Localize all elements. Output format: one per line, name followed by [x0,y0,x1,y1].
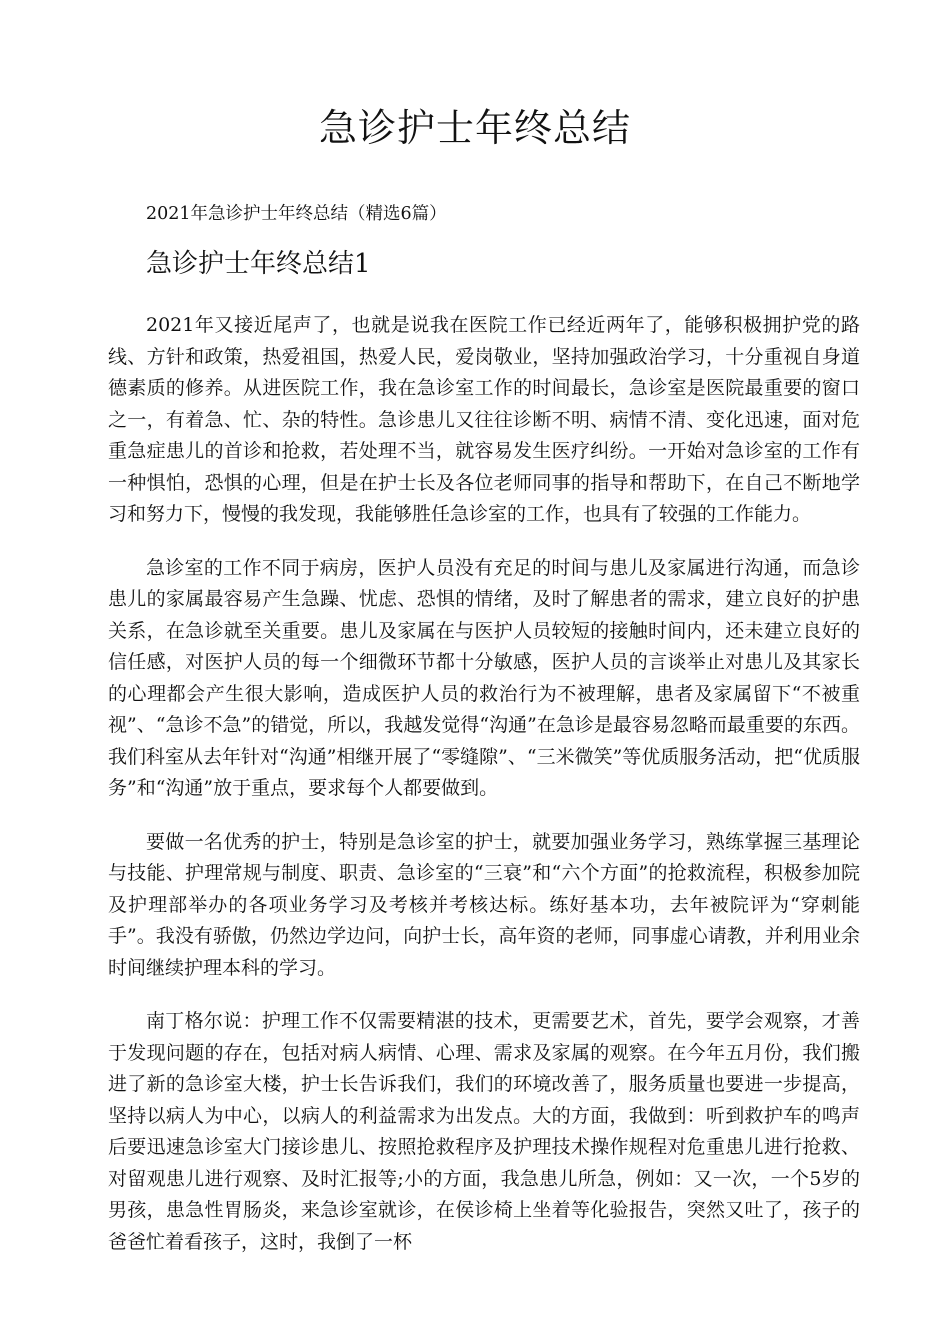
document-subtitle: 2021年急诊护士年终总结（精选6篇） [146,204,447,224]
paragraph-1: 2021年又接近尾声了，也就是说我在医院工作已经近两年了，能够积极拥护党的路线、方针和政策，热爱祖国，热爱人民，爱岗敬业，坚持加强政治学习，十分重视自身道德素质的修养。从进医院工作，我在急诊室工作的时间最长，急诊室是医院最重要的窗口之一，有着急、忙、杂的特性。急诊患儿又往往诊断不明、病情不清、变化迅速，面对危重急症患儿的首诊和抢救，若处理不当，就容易发生医疗纠纷。一开始对急诊室的工作有一种惧怕，恐惧的心理，但是在护士长及各位老师同事的指导和帮助下，在自己不断地学习和努力下，慢慢的我发现，我能够胜任急诊室的工作，也具有了较强的工作能力。 [108,314,860,525]
paragraph-4: 南丁格尔说：护理工作不仅需要精湛的技术，更需要艺术，首先，要学会观察，才善于发现问题的存在，包括对病人病情、心理、需求及家属的观察。在今年五月份，我们搬进了新的急诊室大楼，护士长告诉我们，我们的环境改善了，服务质量也要进一步提高，坚持以病人为中心，以病人的利益需求为出发点。大的方面，我做到：听到救护车的鸣声后要迅速急诊室大门接诊患儿、按照抢救程序及护理技术操作规程对危重患儿进行抢救、对留观患儿进行观察、及时汇报等;小的方面，我急患儿所急，例如：又一次，一个5岁的男孩，患急性胃肠炎，来急诊室就诊，在侯诊椅上坐着等化验报告，突然又吐了，孩子的爸爸忙着看孩子，这时，我倒了一杯 [108,1010,860,1253]
section-heading: 急诊护士年终总结1 [146,249,371,279]
paragraph-3: 要做一名优秀的护士，特别是急诊室的护士，就要加强业务学习，熟练掌握三基理论与技能、护理常规与制度、职责、急诊室的“三衰”和“六个方面”的抢救流程，积极参加院及护理部举办的各项业务学习及考核并考核达标。练好基本功，去年被院评为“穿刺能手”。我没有骄傲，仍然边学边问，向护士长，高年资的老师，同事虚心请教，并利用业余时间继续护理本科的学习。 [108,830,860,979]
document-body [108,310,860,1280]
document-title: 急诊护士年终总结 [318,106,631,150]
paragraph-2: 急诊室的工作不同于病房，医护人员没有充足的时间与患儿及家属进行沟通，而急诊患儿的家属最容易产生急躁、忧虑、恐惧的情绪，及时了解患者的需求，建立良好的护患关系，在急诊就至关重要。患儿及家属在与医护人员较短的接触时间内，还未建立良好的信任感，对医护人员的每一个细微环节都十分敏感，医护人员的言谈举止对患儿及其家长的心理都会产生很大影响，造成医护人员的救治行为不被理解，患者及家属留下“不被重视”、“急诊不急”的错觉，所以，我越发觉得“沟通”在急诊是最容易忽略而最重要的东西。我们科室从去年针对“沟通”相继开展了“零缝隙”、“三米微笑”等优质服务活动，把“优质服务”和“沟通”放于重点，要求每个人都要做到。 [108,556,860,799]
